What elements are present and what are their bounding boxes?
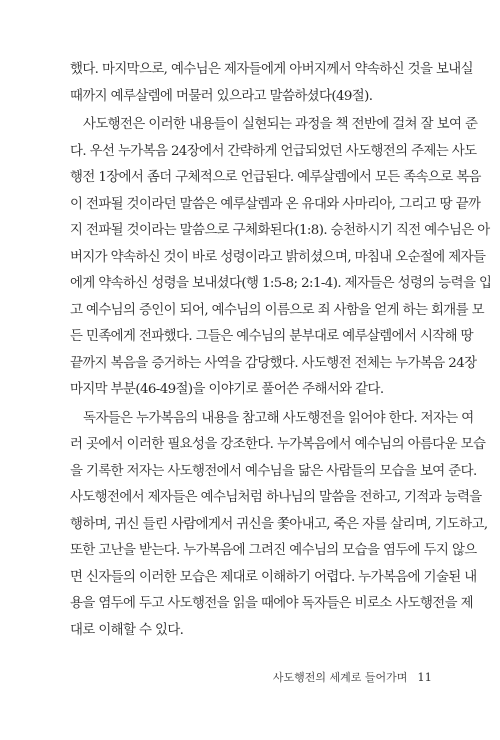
text-line: 행전 1장에서 좀더 구체적으로 언급된다. 예루살렘에서 모든 족속으로 복음 <box>70 170 481 185</box>
text-line: 을 기록한 저자는 사도행전에서 예수님을 닮은 사람들의 모습을 보여 준다. <box>70 463 477 479</box>
page-number: 11 <box>417 670 432 684</box>
text-line: 든 민족에게 전파했다. 그들은 예수님의 분부대로 예루살렘에서 시작해 땅 <box>70 329 473 344</box>
text-line: 대로 이해할 수 있다. <box>70 622 184 638</box>
text-line: 에게 약속하신 성령을 보내셨다(행 1:5-8; 2:1-4). 제자들은 성령의 능력을 입 <box>70 276 492 291</box>
text-line: 사도행전에서 제자들은 예수님처럼 하나님의 말씀을 전하고, 기적과 능력을 <box>70 490 482 505</box>
text-line: 다. 우선 누가복음 24장에서 간략하게 언급되었던 사도행전의 주제는 사도 <box>70 143 477 159</box>
text-line: 행하며, 귀신 들린 사람에게서 귀신을 쫓아내고, 죽은 자를 살리며, 기도하고, <box>70 516 488 532</box>
text-line: 이 전파될 것이라던 말씀은 예루살렘과 온 유대와 사마리아, 그리고 땅 끝까 <box>70 196 481 212</box>
text-line: 끝까지 복음을 증거하는 사역을 감당했다. 사도행전 전체는 누가복음 24장 <box>70 355 477 371</box>
text-line: 러 곳에서 이러한 필요성을 강조한다. 누가복음에서 예수님의 아름다운 모습 <box>70 437 486 452</box>
paragraph <box>70 406 488 645</box>
text-line: 고 예수님의 증인이 되어, 예수님의 이름으로 죄 사함을 얻게 하는 회개를 모 <box>70 302 484 318</box>
text-line: 지 전파될 것이라는 말씀으로 구체화된다(1:8). 승천하시기 직전 예수님은 아 <box>70 223 490 238</box>
text-line: 또한 고난을 받는다. 누가복음에 그려진 예수님의 모습을 염두에 두지 않으 <box>70 543 477 558</box>
text-line: 버지가 약속하신 것이 바로 성령이라고 밝히셨으며, 마침내 오순절에 제자들 <box>70 249 486 265</box>
page-footer <box>273 669 432 685</box>
text-line: 용을 염두에 두고 사도행전을 읽을 때에야 독자들은 비로소 사도행전을 제 <box>70 596 473 611</box>
text-line: 사도행전은 이러한 내용들이 실현되는 과정을 책 전반에 걸쳐 잘 보여 준 <box>83 117 478 132</box>
paragraph <box>70 112 492 404</box>
running-title: 사도행전의 세계로 들어가며 <box>272 671 408 684</box>
text-line: 면 신자들의 이러한 모습은 제대로 이해하기 어렵다. 누가복음에 기술된 내 <box>70 569 477 585</box>
text-line: 했다. 마지막으로, 예수님은 제자들에게 아버지께서 약속하신 것을 보내실 <box>70 62 473 77</box>
text-line: 독자들은 누가복음의 내용을 참고해 사도행전을 읽어야 한다. 저자는 여 <box>83 410 474 426</box>
paragraph <box>70 57 473 110</box>
page-body <box>70 57 492 644</box>
text-line: 때까지 예루살렘에 머물러 있으라고 말씀하셨다(49절). <box>70 88 373 104</box>
text-line: 마지막 부분(46-49절)을 이야기로 풀어쓴 주해서와 같다. <box>70 382 384 397</box>
